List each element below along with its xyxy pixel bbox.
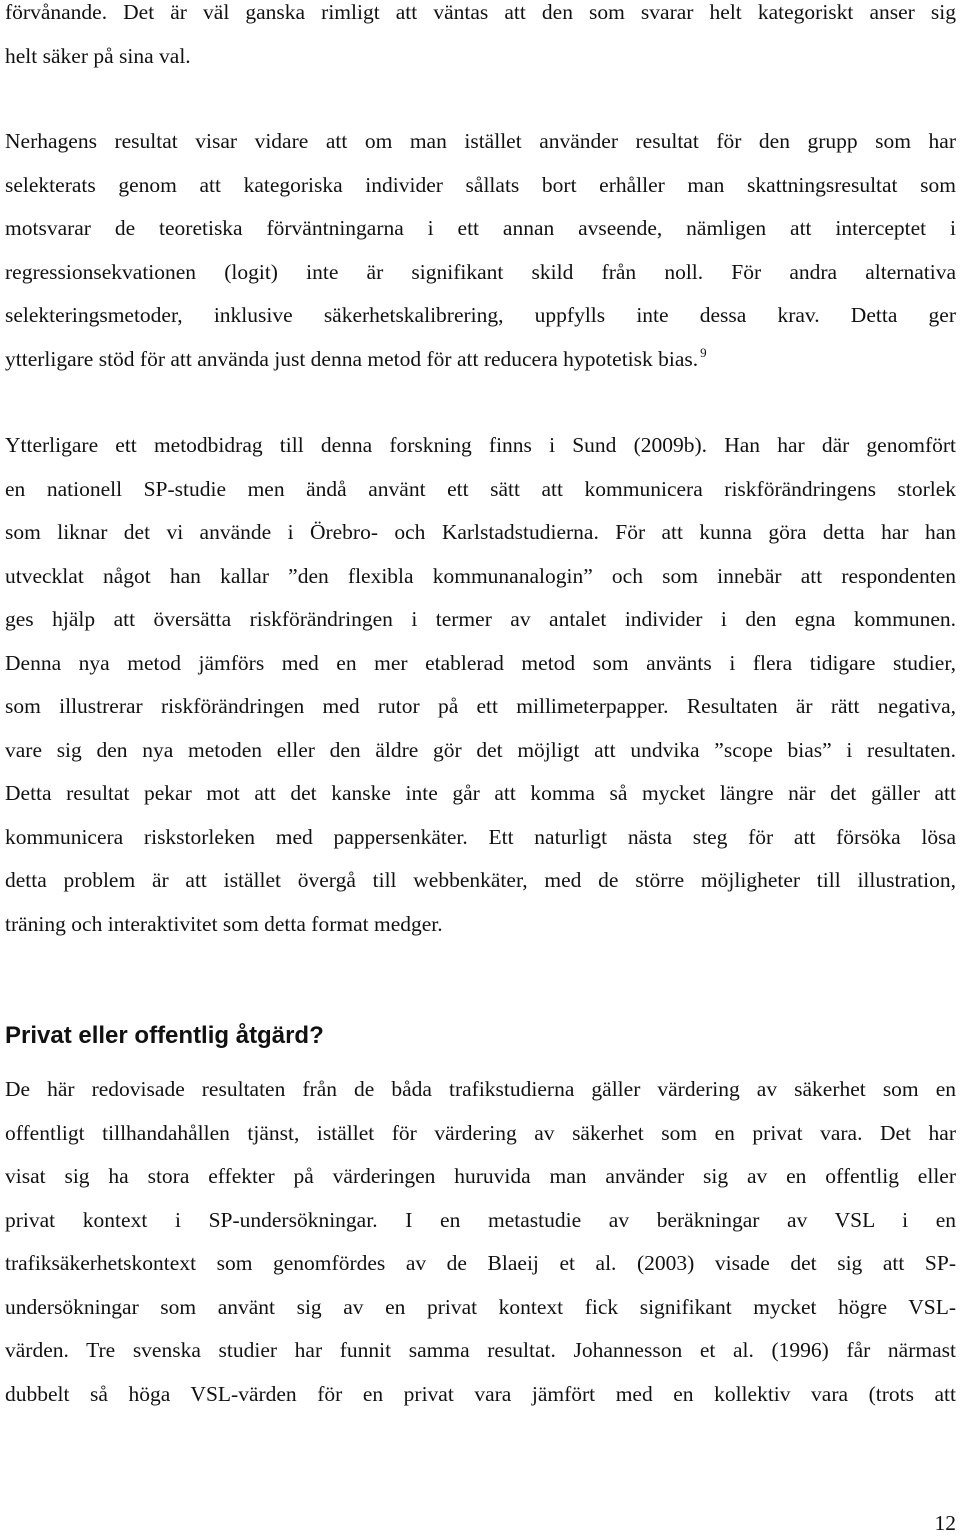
text-line: träning och interaktivitet som detta format medger. — [5, 912, 443, 936]
text-line: Ytterligare ett metodbidrag till denna forskning finns i Sund (2009b). Han har där genomfört — [5, 433, 956, 457]
text-line: förvånande. Det är väl ganska rimligt att väntas att den som svarar helt kategoriskt anser sig — [5, 0, 956, 24]
text-line: regressionsekvationen (logit) inte är signifikant skild från noll. För andra alternativa — [5, 260, 956, 284]
text-line: offentligt tillhandahållen tjänst, istället för värdering av säkerhet som en privat vara. Det har — [5, 1121, 956, 1145]
text-line: helt säker på sina val. — [5, 44, 191, 68]
text-line: utvecklat något han kallar ”den flexibla kommunanalogin” och som innebär att respondenten — [5, 564, 956, 588]
text-line: ges hjälp att översätta riskförändringen i termer av antalet individer i den egna kommunen. — [5, 607, 956, 631]
text-line: trafiksäkerhetskontext som genomfördes av de Blaeij et al. (2003) visade det sig att SP- — [5, 1251, 956, 1275]
text-line: en nationell SP-studie men ändå använt ett sätt att kommunicera riskförändringens storlek — [5, 477, 956, 501]
text-line: visat sig ha stora effekter på värderingen huruvida man använder sig av en offentlig eller — [5, 1164, 956, 1188]
text-line: ytterligare stöd för att använda just denna metod för att reducera hypotetisk bias. — [5, 347, 699, 371]
text-line: värden. Tre svenska studier har funnit samma resultat. Johannesson et al. (1996) får närmast — [5, 1338, 956, 1362]
text-line: kommunicera riskstorleken med pappersenkäter. Ett naturligt nästa steg för att försöka lösa — [5, 825, 956, 849]
text-line: dubbelt så höga VSL-värden för en privat vara jämfört med en kollektiv vara (trots att — [5, 1382, 956, 1406]
text-line: detta problem är att istället övergå till webbenkäter, med de större möjligheter till illustration, — [5, 868, 956, 892]
section-heading: Privat eller offentlig åtgärd? — [5, 1022, 324, 1049]
text-line: som illustrerar riskförändringen med rutor på ett millimeterpapper. Resultaten är rätt negativa, — [5, 694, 956, 718]
page-number: 12 — [934, 1511, 956, 1535]
text-line: Detta resultat pekar mot att det kanske inte går att komma så mycket längre när det gäller att — [5, 781, 956, 805]
text-line: undersökningar som använt sig av en privat kontext fick signifikant mycket högre VSL- — [5, 1295, 956, 1319]
text-line: Nerhagens resultat visar vidare att om man istället använder resultat för den grupp som har — [5, 129, 956, 153]
text-line: selekterats genom att kategoriska individer sållats bort erhåller man skattningsresultat som — [5, 173, 956, 197]
text-line: vare sig den nya metoden eller den äldre gör det möjligt att undvika ”scope bias” i resultaten. — [5, 738, 956, 762]
footnote-reference[interactable]: 9 — [700, 345, 707, 360]
text-line: som liknar det vi använde i Örebro- och Karlstadstudierna. För att kunna göra detta har han — [5, 520, 956, 544]
text-line: motsvarar de teoretiska förväntningarna i ett annan avseende, nämligen att interceptet i — [5, 216, 956, 240]
text-line: Denna nya metod jämförs med en mer etablerad metod som använts i flera tidigare studier, — [5, 651, 956, 675]
text-line: selekteringsmetoder, inklusive säkerhetskalibrering, uppfylls inte dessa krav. Detta ger — [5, 303, 956, 327]
text-line: privat kontext i SP-undersökningar. I en metastudie av beräkningar av VSL i en — [5, 1208, 956, 1232]
text-line: De här redovisade resultaten från de båda trafikstudierna gäller värdering av säkerhet som en — [5, 1077, 956, 1101]
text-line-with-footnote — [5, 344, 956, 377]
